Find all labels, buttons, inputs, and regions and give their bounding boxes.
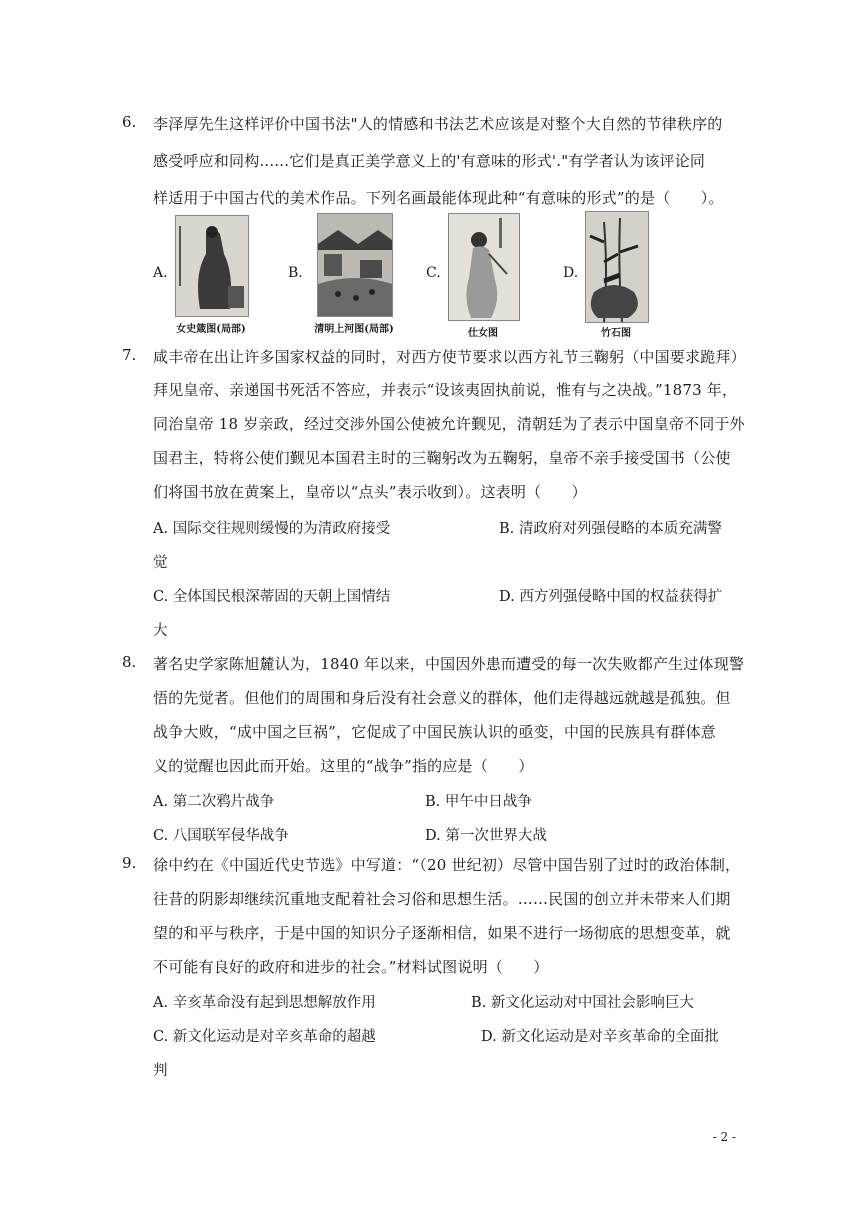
option-b: B. 清政府对列强侵略的本质充满警 (499, 521, 722, 537)
option-d-continued: 大 (153, 623, 168, 639)
option-d-caption: 竹石图 (601, 328, 631, 339)
question-text-line: 拜见皇帝、亲递国书死活不答应，并表示“设该夷固执前说，惟有与之决战。”1873 年， (153, 381, 738, 399)
option-b: B. 甲午中日战争 (425, 794, 532, 810)
question-text-line: 同治皇帝 18 岁亲政，经过交涉外国公使被允许觐见，清朝廷为了表示中国皇帝不同于外 (153, 415, 745, 433)
painting-nvshizhen-image (175, 215, 249, 317)
question-text-line: 咸丰帝在出让许多国家权益的同时，对西方使节要求以西方礼节三鞠躬（中国要求跪拜） (153, 348, 746, 366)
option-a-caption: 女史箴图(局部) (176, 324, 246, 335)
question-text-line: 战争大败，“成中国之巨祸”，它促成了中国民族认识的亟变，中国的民族具有群体意 (153, 723, 716, 741)
question-number: 8. (122, 653, 137, 671)
question-text-line: 徐中约在《中国近代史节选》中写道：“（20 世纪初）尽管中国告别了过时的政治体制， (153, 856, 741, 874)
option-c-label: C. (426, 265, 441, 281)
option-d-label: D. (563, 265, 579, 281)
option-a-label: A. (153, 265, 168, 281)
option-b-continued: 觉 (153, 555, 168, 571)
option-d: D. 西方列强侵略中国的权益获得扩 (499, 589, 723, 605)
option-b-caption: 清明上河图(局部) (314, 324, 394, 335)
option-a: A. 辛亥革命没有起到思想解放作用 (153, 995, 376, 1011)
question-text-line: 感受呼应和同构......它们是真正美学意义上的'有意味的形式'."有学者认为该评论同 (153, 152, 706, 170)
option-a: A. 第二次鸦片战争 (153, 794, 275, 810)
question-text-line: 样适用于中国古代的美术作品。下列名画最能体现此种“有意味的形式”的是（ ）。 (153, 189, 724, 207)
option-d: D. 新文化运动是对辛亥革命的全面批 (481, 1029, 719, 1045)
question-text-line: 们将国书放在黄案上，皇帝以“点头”表示收到）。这表明（ ） (153, 483, 587, 501)
option-b: B. 新文化运动对中国社会影响巨大 (471, 995, 694, 1011)
option-c-caption: 仕女图 (468, 328, 498, 339)
page-number: - 2 - (712, 1130, 736, 1144)
question-number: 7. (122, 346, 137, 364)
question-text-line: 李泽厚先生这样评价中国书法"人的情感和书法艺术应该是对整个大自然的节律秩序的 (153, 115, 723, 133)
question-text-line: 不可能有良好的政府和进步的社会。”材料试图说明（ ） (153, 958, 549, 976)
option-b-label: B. (288, 265, 303, 281)
question-text-line: 国君主，特将公使们觐见本国君主时的三鞠躬改为五鞠躬，皇帝不亲手接受国书（公使 (153, 449, 731, 467)
question-text-line: 往昔的阴影却继续沉重地支配着社会习俗和思想生活。……民国的创立并未带来人们期 (153, 890, 731, 908)
question-number: 6. (122, 113, 137, 131)
painting-shinvtu-image (448, 213, 520, 321)
painting-zhushitu-image (585, 211, 649, 323)
option-a: A. 国际交往规则缓慢的为清政府接受 (153, 521, 391, 537)
question-text-line: 悟的先觉者。但他们的周围和身后没有社会意义的群体，他们走得越远就越是孤独。但 (153, 689, 731, 707)
option-d-continued: 判 (153, 1063, 168, 1079)
question-text-line: 望的和平与秩序，于是中国的知识分子逐渐相信，如果不进行一场彻底的思想变革，就 (153, 924, 731, 942)
question-number: 9. (122, 854, 137, 872)
option-c: C. 八国联军侵华战争 (153, 828, 289, 844)
option-d: D. 第一次世界大战 (425, 828, 547, 844)
painting-qingming-image (317, 213, 393, 317)
option-c: C. 全体国民根深蒂固的天朝上国情结 (153, 589, 391, 605)
option-c: C. 新文化运动是对辛亥革命的超越 (153, 1029, 376, 1045)
question-text-line: 著名史学家陈旭麓认为，1840 年以来，中国因外患而遭受的每一次失败都产生过体现警 (153, 655, 745, 673)
question-text-line: 义的觉醒也因此而开始。这里的“战争”指的应是（ ） (153, 757, 534, 775)
